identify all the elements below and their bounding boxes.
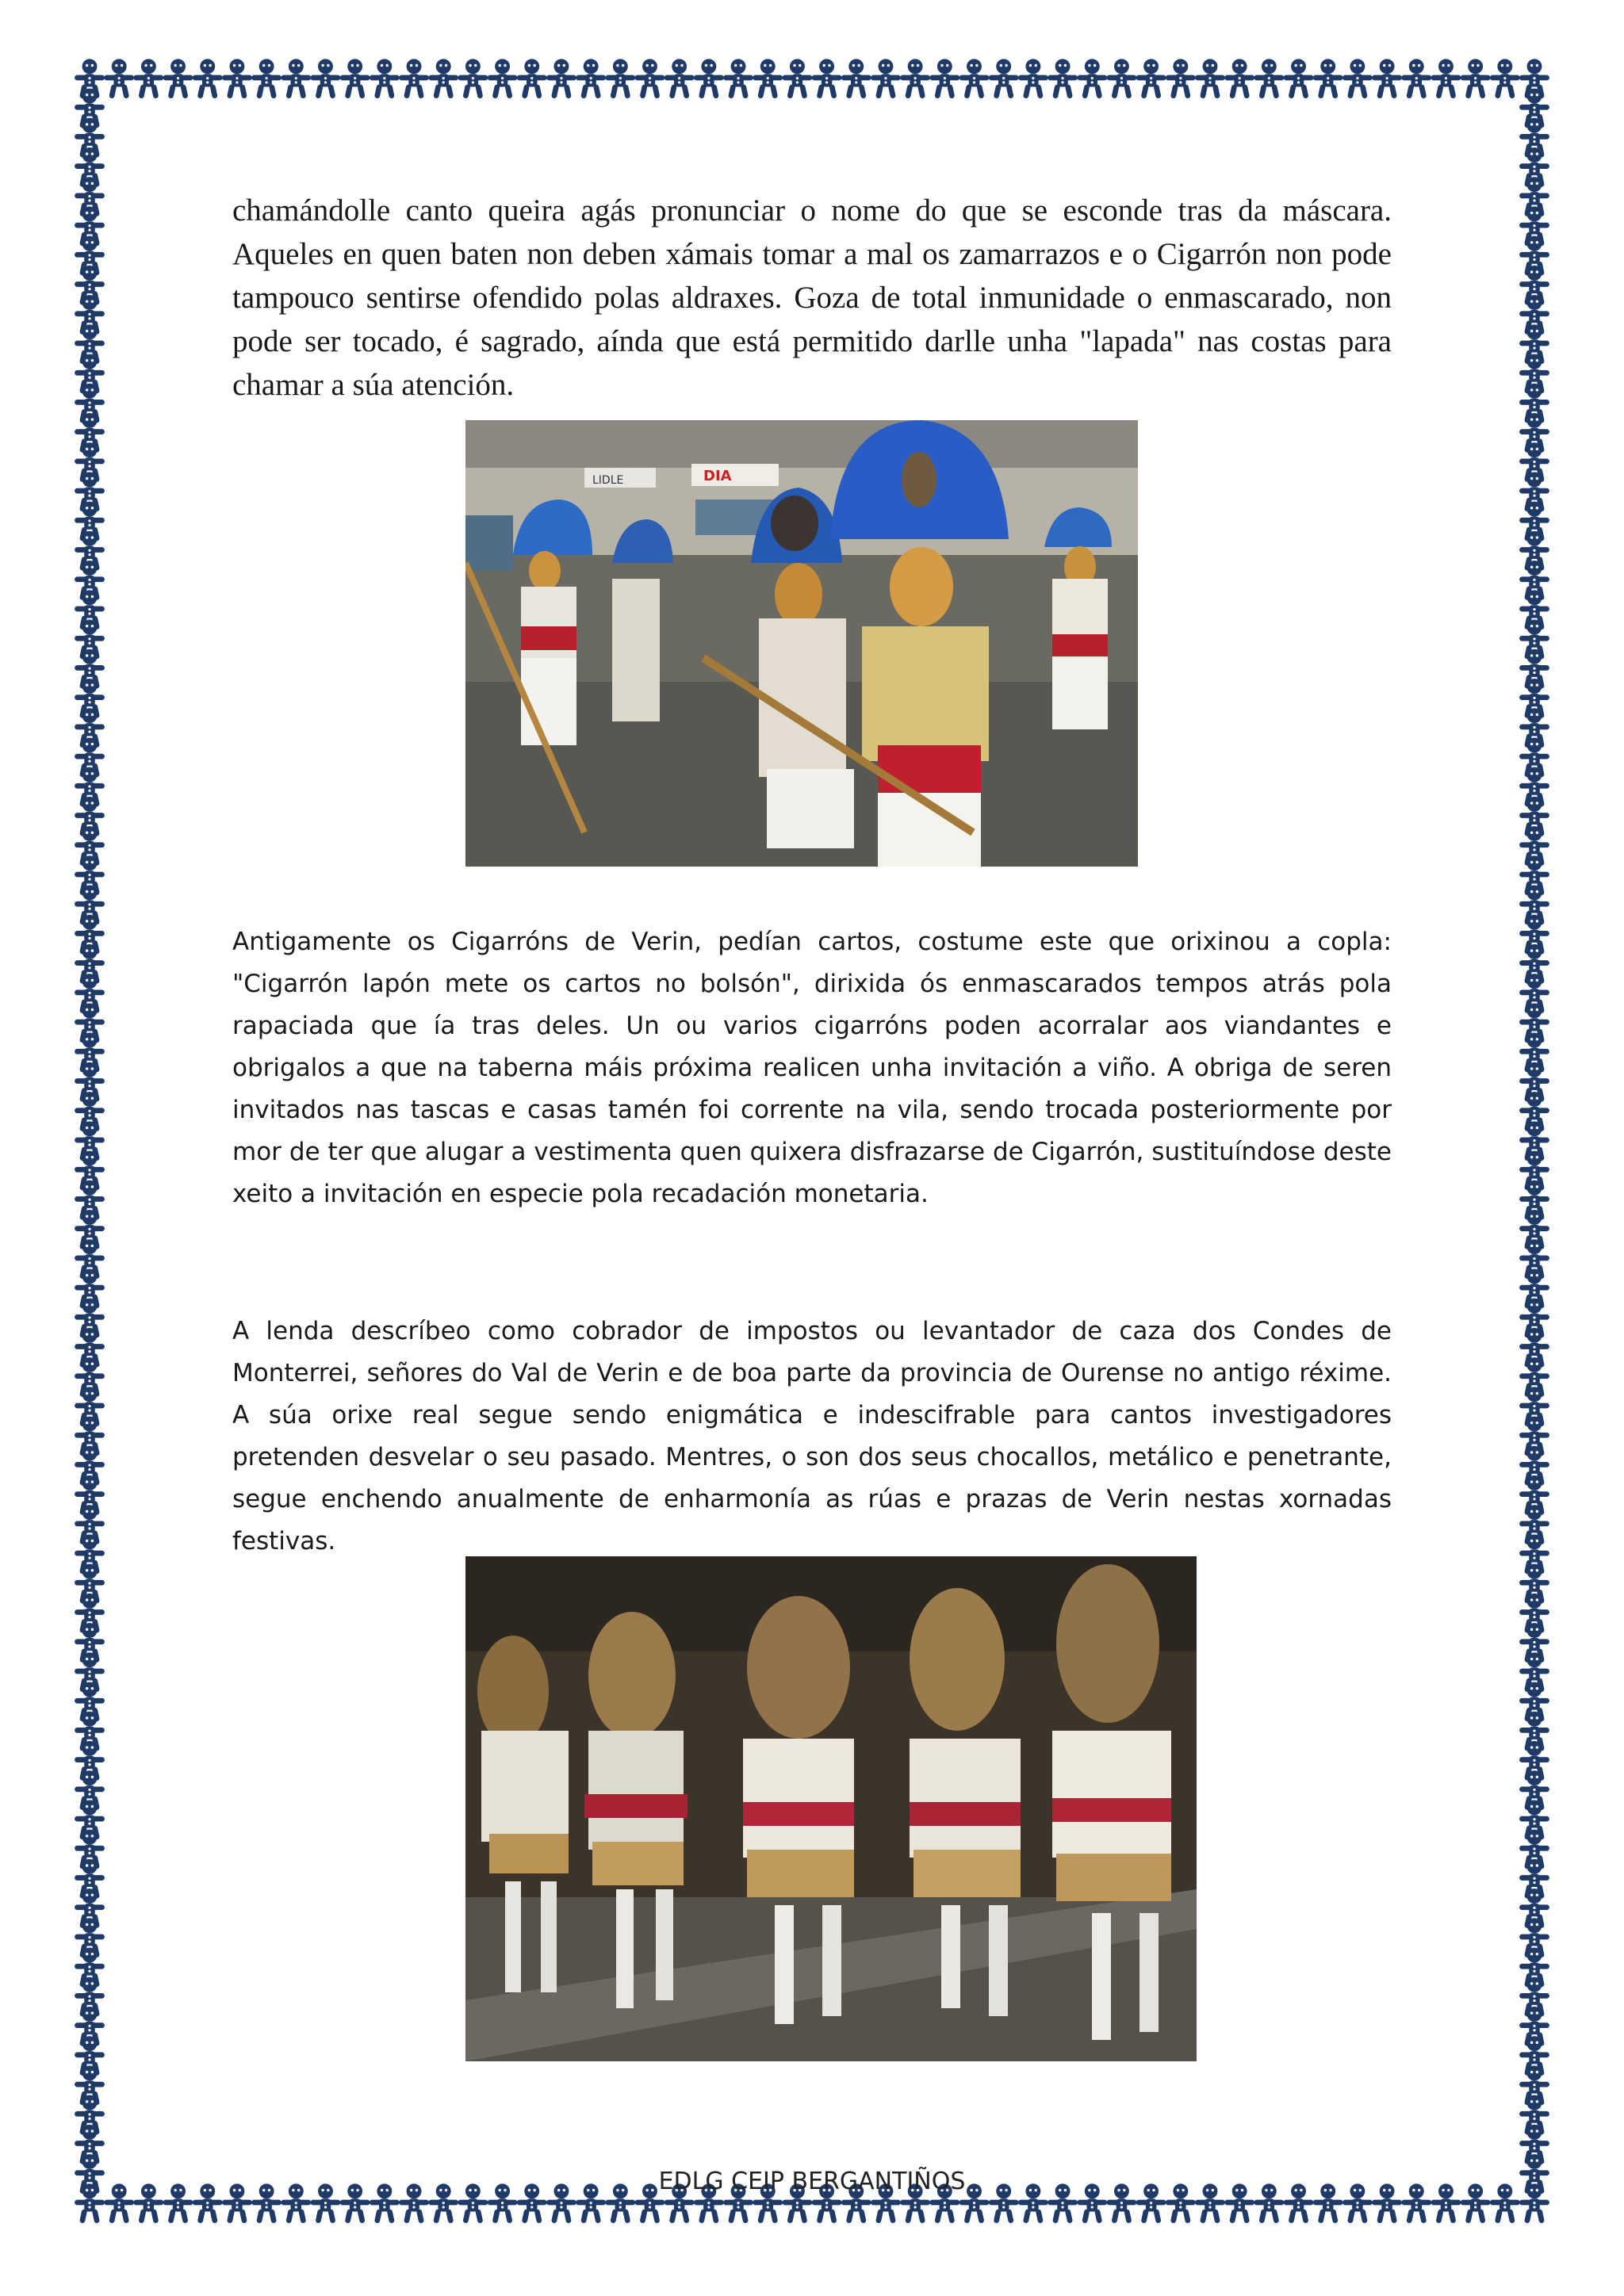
figure-icon — [1018, 59, 1048, 98]
figure-icon — [458, 59, 488, 98]
figure-icon — [546, 59, 576, 98]
shop-sign-left: LIDLE — [592, 474, 624, 487]
paragraph-legend: A lenda descríbeo como cobrador de impostos ou levantador de caza dos Condes de Monterrei, señores do Val de Verin e de boa parte da provincia de Ourense no antigo réxime. A súa orixe real segue sendo enigmática e indescifrable para cantos investigadores pretenden desvelar o seu pasado. Mentres, o son dos seus chocallos, metálico e penetrante, segue enchendo anualmente de enharmonía as rúas e prazas de Verin nestas xornadas festivas. — [232, 1317, 1392, 1556]
figure-icon — [783, 59, 813, 98]
paragraph-history: Antigamente os Cigarróns de Verin, pedían cartos, costume este que orixinou a copla: "Cigarrón lapón mete os cartos no bolsón", dirixida ós enmascarados tempos atrás pola rapaciada que ía tras deles. Un ou varios cigarróns poden acorralar aos viandantes e obrigalos a que na taberna máis próxima realicen unha invitación a viño. A obriga de seren invitados nas tascas e casas tamén foi corrente na vila, sendo trocada posteriormente por mor de ter que alugar a vestimenta quen quixera disfrazarse de Cigarrón, sustituíndose deste xeito a invitación en especie pola recadación monetaria. — [232, 928, 1392, 1208]
footer-school-name: EDLG CEIP BERGANTIÑOS — [658, 2168, 966, 2195]
shop-sign-right: DIA — [703, 468, 732, 484]
figure-icon — [1136, 59, 1166, 98]
figure-icon — [1166, 59, 1196, 98]
figure-icon — [841, 59, 871, 98]
figure-icon — [163, 59, 193, 98]
figure-icon — [1372, 59, 1402, 98]
figure-icon — [517, 59, 547, 98]
figure-icon — [1490, 59, 1520, 98]
figure-icon — [871, 59, 901, 98]
photo-cigarrons-back — [465, 1556, 1197, 2061]
figure-icon — [753, 59, 783, 98]
figure-icon — [1401, 59, 1431, 98]
figure-icon — [605, 59, 635, 98]
figure-icon — [488, 59, 518, 98]
figure-icon — [251, 59, 282, 98]
figure-icon — [370, 59, 400, 98]
figure-icon — [900, 59, 930, 98]
figure-icon — [1254, 59, 1284, 98]
paragraph-intro: chamándolle canto queira agás pronunciar o nome do que se esconde tras da máscara. Aqueles en quen baten non deben xámais tomar a mal os zamarrazos e o Cigarrón non pode tampouco sentirse ofendido polas aldraxes. Goza de total inmunidade o enmascarado, non pode ser tocado, é sagrado, aínda que está permitido darlle unha "lapada" nas costas para chamar a súa atención. — [232, 193, 1392, 402]
figure-icon — [1048, 59, 1078, 98]
figure-icon — [399, 59, 429, 98]
figure-icon — [812, 59, 842, 98]
figure-icon — [989, 59, 1019, 98]
figure-icon — [133, 59, 163, 98]
figure-icon — [222, 59, 252, 98]
figure-icon — [311, 59, 341, 98]
figure-icon — [1284, 59, 1314, 98]
figure-icon — [1342, 59, 1373, 98]
figure-icon — [1195, 59, 1225, 98]
figure-icon — [428, 59, 458, 98]
figure-icon — [665, 59, 695, 98]
figure-icon — [193, 59, 223, 98]
figure-icon — [1224, 59, 1254, 98]
photo-cigarrons-parade — [465, 420, 1138, 867]
figure-icon — [340, 59, 370, 98]
figure-icon — [694, 59, 724, 98]
figure-icon — [1077, 59, 1107, 98]
figure-icon — [576, 59, 606, 98]
figure-icon — [959, 59, 990, 98]
figure-icon — [1461, 59, 1491, 98]
figure-icon — [1107, 59, 1137, 98]
figure-icon — [929, 59, 959, 98]
figure-icon — [723, 59, 753, 98]
figure-icon — [104, 59, 134, 98]
figure-icon — [1431, 59, 1461, 98]
figure-icon — [1313, 59, 1343, 98]
figure-icon — [281, 59, 311, 98]
figure-icon — [635, 59, 665, 98]
